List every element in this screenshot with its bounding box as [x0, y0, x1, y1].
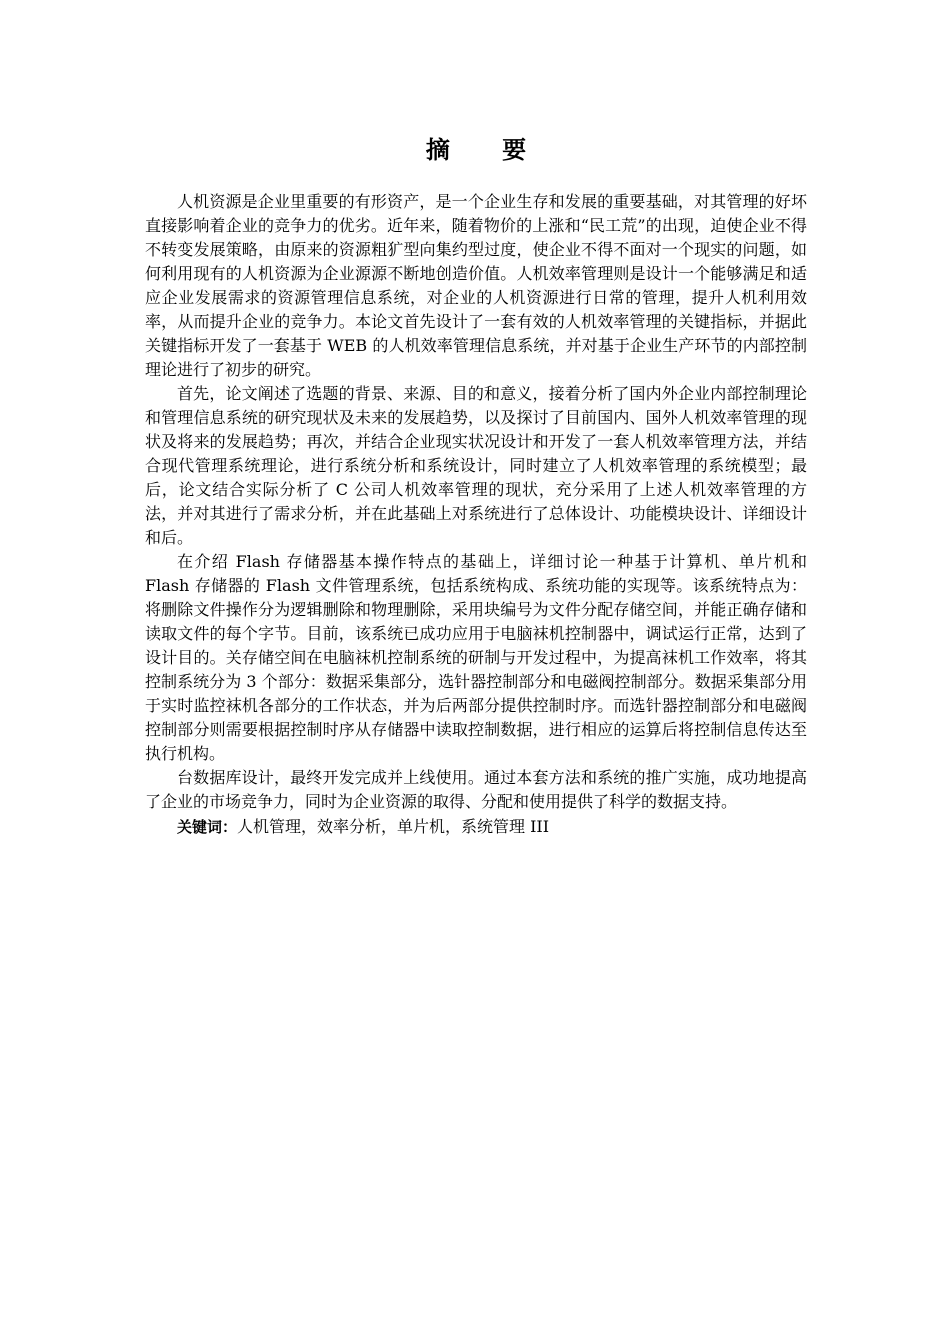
keywords-text: 人机管理，效率分析，单片机，系统管理 III — [237, 817, 550, 836]
abstract-title: 摘 要 — [425, 136, 549, 164]
abstract-paragraph-4: 台数据库设计，最终开发完成并上线使用。通过本套方法和系统的推广实施，成功地提高了企业的市场竞争力，同时为企业资源的取得、分配和使用提供了科学的数据支持。 — [145, 768, 807, 811]
abstract-paragraph-2: 首先，论文阐述了选题的背景、来源、目的和意义，接着分析了国内外企业内部控制理论和管理信息系统的研究现状及未来的发展趋势，以及探讨了目前国内、国外人机效率管理的现状及将来的发展趋势；再次，并结合企业现实状况设计和开发了一套人机效率管理方法，并结合现代管理系统理论，进行系统分析和系统设计，同时建立了人机效率管理的系统模型；最后，论文结合实际分析了 C 公司人机效率管理的现状，充分采用了上述人机效率管理的方法，并对其进行了需求分析，并在此基础上对系统进行了总体设计、功能模块设计、详细设计和后。 — [145, 384, 807, 547]
abstract-paragraph-1: 人机资源是企业里重要的有形资产，是一个企业生存和发展的重要基础，对其管理的好坏直接影响着企业的竞争力的优劣。近年来，随着物价的上涨和“民工荒”的出现，迫使企业不得不转变发展策略，由原来的资源粗犷型向集约型过度，使企业不得不面对一个现实的问题，如何利用现有的人机资源为企业源源不断地创造价值。人机效率管理则是设计一个能够满足和适应企业发展需求的资源管理信息系统，对企业的人机资源进行日常的管理，提升人机利用效率，从而提升企业的竞争力。本论文首先设计了一套有效的人机效率管理的关键指标，并据此关键指标开发了一套基于 WEB 的人机效率管理信息系统，并对基于企业生产环节的内部控制理论进行了初步的研究。 — [145, 192, 807, 379]
abstract-page — [145, 130, 807, 839]
abstract-paragraph-3: 在介绍 Flash 存储器基本操作特点的基础上，详细讨论一种基于计算机、单片机和 Flash 存储器的 Flash 文件管理系统，包括系统构成、系统功能的实现等。该系统特点为：将删除文件操作分为逻辑删除和物理删除，采用块编号为文件分配存储空间，并能正确存储和读取文件的每个字节。目前，该系统已成功应用于电脑袜机控制器中，调试运行正常，达到了设计目的。关存储空间在电脑袜机控制系统的研制与开发过程中，为提高袜机工作效率，将其控制系统分为 3 个部分：数据采集部分，选针器控制部分和电磁阀控制部分。数据采集部分用于实时监控袜机各部分的工作状态，并为后两部分提供控制时序。而选针器控制部分和电磁阀控制部分则需要根据控制时序从存储器中读取控制数据，进行相应的运算后将控制信息传达至执行机构。 — [145, 552, 807, 763]
keywords-line — [145, 815, 807, 839]
keywords-label: 关键词： — [177, 818, 238, 836]
